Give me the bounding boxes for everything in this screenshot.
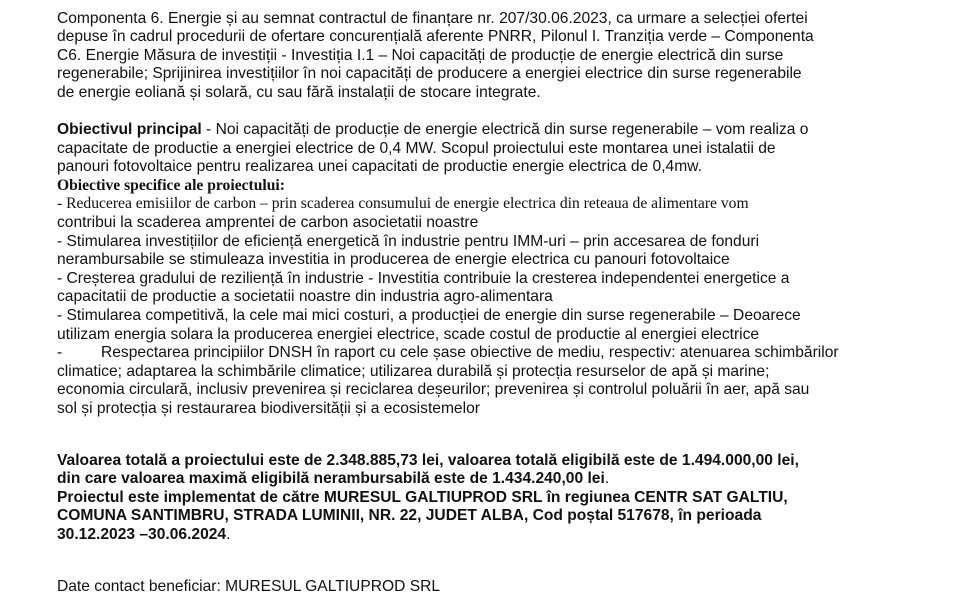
main-objective-line3: panouri fotovoltaice pentru realizarea unei capacitati de productie energie electrica de 0,4mw. (57, 158, 702, 176)
implementation-line1: Proiectul este implementat de către MURESUL GALTIUPROD SRL în regiunea CENTR SAT GALTIU, (57, 488, 788, 506)
implementation-line2: COMUNA SANTIMBRU, STRADA LUMINII, NR. 22, JUDET ALBA, Cod poștal 517678, în perioada (57, 507, 762, 525)
specific-item-5-line2: climatice; adaptarea la schimbările climatice; utilizarea durabilă și protecția resurselor de apă și marine; (57, 362, 770, 380)
specific-item-1-line2: contribui la scaderea amprentei de carbon asocietatii noastre (57, 214, 479, 232)
specific-item-2-line2: nerambursabile se stimuleaza investitia in producerea de energie electrica cu panouri fotovoltaice (57, 251, 730, 269)
specific-item-3-line1: - Creșterea gradului de reziliență în industrie - Investitia contribuie la cresterea independentei energetice a (57, 269, 790, 287)
specific-item-4-line2: utilizam energia solara la producerea energiei electrice, scade costul de productie al energiei electrice (57, 325, 760, 343)
intro-line-1: Componenta 6. Energie și au semnat contractul de finanțare nr. 207/30.06.2023, ca urmare a selecției ofertei (57, 9, 808, 27)
specific-objectives-heading: Obiective specifice ale proiectului: (57, 176, 285, 194)
project-value-line2: din care valoarea maximă eligibilă nerambursabilă este de 1.434.240,00 lei (57, 470, 605, 488)
intro-line-5: de energie eoliană și solară, cu sau fără instalații de stocare integrate. (57, 83, 541, 101)
intro-paragraph (57, 0, 927, 103)
implementation-line3: 30.12.2023 –30.06.2024 (57, 525, 227, 543)
intro-line-3: C6. Energie Măsura de investiții - Investiția I.1 – Noi capacități de producție de energie electrică din surse (57, 46, 784, 64)
project-value-line1: Valoarea totală a proiectului este de 2.348.885,73 lei, valoarea totală eligibilă este de 1.494.000,00 lei, (57, 451, 799, 469)
specific-item-5-line3: economia circulară, inclusiv prevenirea și reciclarea deșeurilor; prevenirea și controlul poluării în aer, apă sau (57, 381, 810, 399)
contact-line: Date contact beneficiar: MURESUL GALTIUPROD SRL (57, 577, 441, 595)
spacer (57, 545, 927, 578)
project-value-period: . (604, 470, 610, 488)
main-objective-line1: - Noi capacități de producție de energie electrică din surse regenerabile – vom realiza o (201, 121, 809, 139)
specific-item-4-line1: - Stimularea competitivă, la cele mai mici costuri, a producției de energie din surse regenerabile – Deoarece (57, 307, 801, 324)
specific-item-5-dash: - (57, 344, 63, 362)
project-value-paragraph (57, 452, 927, 545)
specific-item-5-line4: sol și protecția și restaurarea biodiversității și a ecosistemelor (57, 399, 480, 417)
document-page (57, 0, 927, 596)
intro-line-4: regenerabile; Sprijinirea investițiilor în noi capacități de producere a energiei electrice din surse regenerabile (57, 65, 802, 83)
specific-item-3-line2: capacitatii de productie a societatii noastre din industria agro-alimentara (57, 288, 553, 306)
specific-item-1-line1: - Reducerea emisiilor de carbon – prin scaderea consumului de energie electrica din reteaua de alimentare vom (57, 195, 749, 213)
intro-line-2: depuse în cadrul procedurii de ofertare concurențială aferente PNRR, Pilonul I. Tranziția verde – Componenta (57, 28, 814, 46)
specific-item-2-line1: - Stimularea investițiilor de eficiență energetică în industrie pentru IMM-uri – prin accesarea de fonduri (57, 232, 760, 250)
spacer (57, 419, 927, 452)
spacer (57, 103, 927, 122)
main-objective-label: Obiectivul principal (57, 121, 202, 139)
implementation-period: . (226, 525, 231, 543)
main-objective-paragraph (57, 121, 927, 419)
main-objective-line2: capacitate de productie a energiei electrice de 0,4 MW. Scopul proiectului este montarea unei istalatii de (57, 139, 776, 157)
specific-item-5-line1: Respectarea principiilor DNSH în raport cu cele șase obiective de mediu, respectiv: atenuarea schimbărilor (101, 344, 839, 362)
